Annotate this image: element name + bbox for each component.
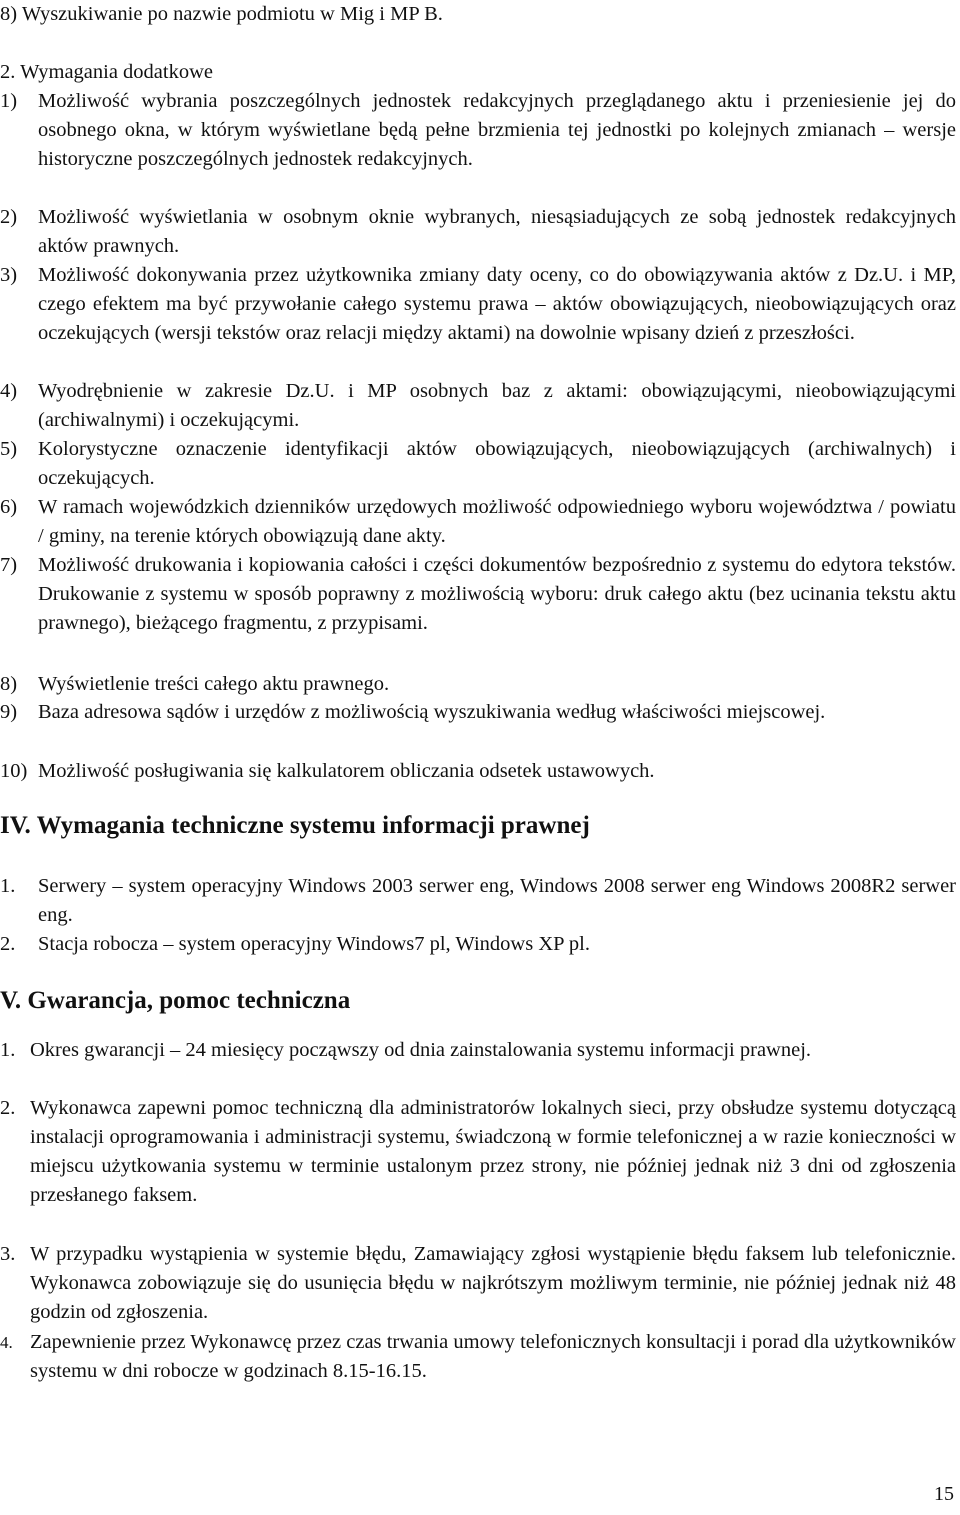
section-2-title: 2. Wymagania dodatkowe xyxy=(0,61,214,83)
list-item-number: 2) xyxy=(0,206,18,228)
list-item xyxy=(0,1240,956,1327)
list-item-text: W przypadku wystąpienia w systemie błędu, Zamawiający zgłosi wystąpienie błędu faksem lub telefonicznie. Wykonawca zobowiązuje się do usunięcia błędu w najkrótszym możliwym terminie, nie później jednak niż 48 godzin od zgłoszenia. xyxy=(30,1243,956,1323)
list-item-text: Możliwość wybrania poszczególnych jednostek redakcyjnych przeglądanego aktu i przeniesienie jej do osobnego okna, w którym wyświetlane będą pełne brzmienia tej jednostki po kolejnych zmianach – wersje historyczne poszczególnych jednostek redakcyjnych. xyxy=(38,90,956,170)
list-item xyxy=(0,551,956,638)
list-item-text: Okres gwarancji – 24 miesięcy począwszy od dnia zainstalowania systemu informacji prawnej. xyxy=(30,1039,812,1061)
top-line: 8) Wyszukiwanie po nazwie podmiotu w Mig i MP B. xyxy=(0,3,443,25)
section-5-heading: V. Gwarancja, pomoc techniczna xyxy=(0,987,351,1014)
list-item xyxy=(0,757,956,786)
list-item xyxy=(0,698,956,727)
list-item-number: 4. xyxy=(0,1333,13,1352)
list-item xyxy=(0,1328,956,1386)
list-item-text: Kolorystyczne oznaczenie identyfikacji aktów obowiązujących, nieobowiązujących (archiwalnych) i oczekujących. xyxy=(38,438,956,489)
list-item-text: Możliwość posługiwania się kalkulatorem obliczania odsetek ustawowych. xyxy=(38,760,655,782)
list-item xyxy=(0,670,956,699)
page-number: 15 xyxy=(934,1483,954,1505)
list-item-number: 2. xyxy=(0,933,16,955)
list-item xyxy=(0,930,956,959)
list-item-number: 10) xyxy=(0,760,28,782)
list-item-text: Serwery – system operacyjny Windows 2003 serwer eng, Windows 2008 serwer eng Windows 2008R2 serwer eng. xyxy=(38,875,956,926)
list-item xyxy=(0,1036,956,1065)
list-item-number: 3) xyxy=(0,264,18,286)
list-item-number: 1. xyxy=(0,875,16,897)
section-4-heading: IV. Wymagania techniczne systemu informacji prawnej xyxy=(0,812,590,839)
list-item-text: Wykonawca zapewni pomoc techniczną dla administratorów lokalnych sieci, przy obsłudze systemu dotyczącą instalacji oprogramowania i administracji systemu, świadczoną w formie telefonicznej a w razie konieczności w miejscu użytkowania systemu w terminie ustalonym przez strony, nie później jednak niż 3 dni od zgłoszenia przesłanego faksem. xyxy=(30,1097,956,1206)
list-item-number: 1) xyxy=(0,90,18,112)
list-item-text: Wyodrębnienie w zakresie Dz.U. i MP osobnych baz z aktami: obowiązującymi, nieobowiązującymi (archiwalnymi) i oczekującymi. xyxy=(38,380,956,431)
list-item-number: 2. xyxy=(0,1097,16,1119)
list-item-text: Możliwość drukowania i kopiowania całości i części dokumentów bezpośrednio z systemu do edytora tekstów. Drukowanie z systemu w sposób poprawny z możliwością wyboru: druk całego aktu (bez ucinania tekstu aktu prawnego), bieżącego fragmentu, z przypisami. xyxy=(38,554,956,634)
list-item-number: 1. xyxy=(0,1039,16,1061)
list-item xyxy=(0,872,956,930)
list-item xyxy=(0,377,956,435)
list-item-number: 5) xyxy=(0,438,18,460)
list-item xyxy=(0,203,956,261)
list-item-text: Możliwość wyświetlania w osobnym oknie wybranych, niesąsiadujących ze sobą jednostek redakcyjnych aktów prawnych. xyxy=(38,206,956,257)
list-item xyxy=(0,435,956,493)
list-item xyxy=(0,493,956,551)
list-item-text: Zapewnienie przez Wykonawcę przez czas trwania umowy telefonicznych konsultacji i porad dla użytkowników systemu w dni robocze w godzinach 8.15-16.15. xyxy=(30,1331,956,1382)
list-item-number: 7) xyxy=(0,554,18,576)
list-item-number: 6) xyxy=(0,496,18,518)
list-item-number: 3. xyxy=(0,1243,16,1265)
list-item-text: Baza adresowa sądów i urzędów z możliwością wyszukiwania według właściwości miejscowej. xyxy=(38,701,826,723)
list-item-text: W ramach wojewódzkich dzienników urzędowych możliwość odpowiedniego wyboru województwa / powiatu / gminy, na terenie których obowiązują dane akty. xyxy=(38,496,956,547)
list-item-number: 8) xyxy=(0,673,18,695)
list-item xyxy=(0,1094,956,1210)
list-item xyxy=(0,87,956,174)
list-item-text: Możliwość dokonywania przez użytkownika zmiany daty oceny, co do obowiązywania aktów z Dz.U. i MP, czego efektem ma być przywołanie całego systemu prawa – aktów obowiązujących, nieobowiązujących oraz oczekujących (wersji tekstów oraz relacji między aktami) na dowolnie wpisany dzień z przeszłości. xyxy=(38,264,956,344)
list-item-text: Stacja robocza – system operacyjny Windows7 pl, Windows XP pl. xyxy=(38,933,590,955)
list-item-number: 9) xyxy=(0,701,18,723)
list-item xyxy=(0,261,956,348)
list-item-number: 4) xyxy=(0,380,18,402)
list-item-text: Wyświetlenie treści całego aktu prawnego. xyxy=(38,673,390,695)
